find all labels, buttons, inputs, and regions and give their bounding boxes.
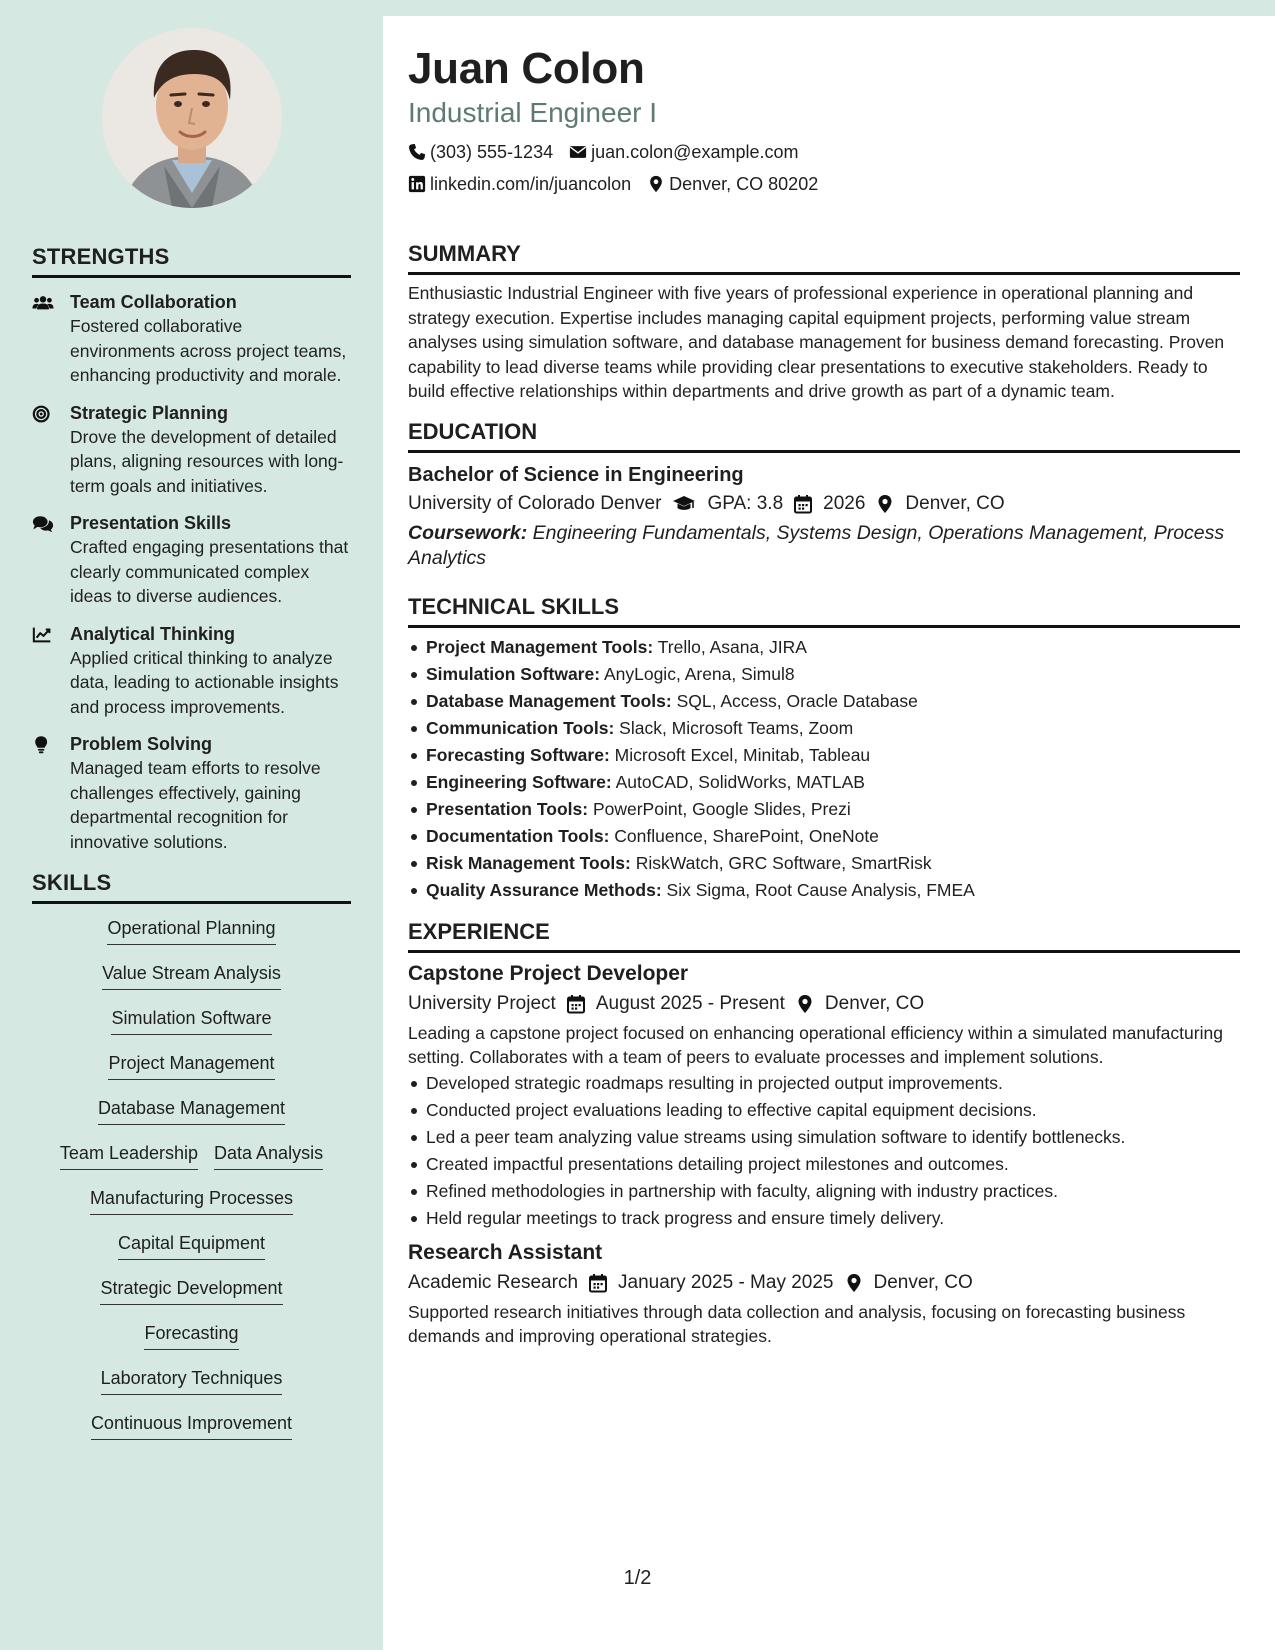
phone-number: (303) 555-1234 xyxy=(430,142,554,162)
contact-info xyxy=(408,136,1240,200)
location-text: Denver, CO 80202 xyxy=(669,174,819,194)
lightbulb-icon xyxy=(32,732,70,854)
chart-line-icon xyxy=(32,622,70,720)
summary-text: Enthusiastic Industrial Engineer with five years of professional experience in operational planning and strategy execution. Expertise includes managing capital equipment projects, performing value stream analyses using simulation software, and database management for business demand forecasting. Proven capability to lead diverse teams while providing clear presentations to executive stakeholders. Ready to build effective relationships within departments and drive growth as part of a dynamic team. xyxy=(408,283,1225,401)
linkedin-url[interactable]: linkedin.com/in/juancolon xyxy=(430,174,632,194)
skill-category: Forecasting Software: xyxy=(426,744,610,765)
skill-category: Risk Management Tools: xyxy=(426,852,631,873)
skill-values: Trello, Asana, JIRA xyxy=(657,636,807,657)
strength-desc: Crafted engaging presentations that clearly communicated complex ideas to diverse audiences. xyxy=(70,537,349,606)
main-content xyxy=(408,16,1240,1349)
phone-icon xyxy=(408,143,426,161)
job-bullet: Conducted project evaluations leading to effective capital equipment decisions. xyxy=(408,1097,1240,1124)
strength-desc: Managed team efforts to resolve challenges effectively, gaining departmental recognition for innovative solutions. xyxy=(70,758,321,852)
skill-values: SQL, Access, Oracle Database xyxy=(676,690,918,711)
role-title: Research Assistant xyxy=(408,1240,603,1264)
gpa-value: GPA: 3.8 xyxy=(707,492,784,514)
strength-title: Team Collaboration xyxy=(70,292,237,312)
organization: Academic Research xyxy=(408,1271,579,1293)
strength-desc: Fostered collaborative environments across project teams, enhancing productivity and morale. xyxy=(70,316,347,385)
skill-category: Communication Tools: xyxy=(426,717,615,738)
map-marker-icon xyxy=(844,1273,864,1293)
skill-tag: Data Analysis xyxy=(214,1141,323,1170)
education-heading: EDUCATION xyxy=(408,418,1240,453)
strength-title: Strategic Planning xyxy=(70,402,229,423)
skill-category: Presentation Tools: xyxy=(426,798,589,819)
skill-tag: Database Management xyxy=(98,1096,285,1125)
skill-values: Six Sigma, Root Cause Analysis, FMEA xyxy=(666,879,975,900)
email-contact[interactable] xyxy=(569,140,798,164)
experience-entry xyxy=(408,1238,1240,1349)
job-title: Industrial Engineer I xyxy=(408,97,658,128)
education-meta xyxy=(408,489,1240,519)
map-marker-icon xyxy=(875,494,895,514)
job-bullet: Led a peer team analyzing value streams using simulation software to identify bottlenecks. xyxy=(408,1124,1240,1151)
skill-values: RiskWatch, GRC Software, SmartRisk xyxy=(635,852,932,873)
date-range: January 2025 - May 2025 xyxy=(618,1271,834,1293)
education-location: Denver, CO xyxy=(905,492,1005,514)
skill-tag: Simulation Software xyxy=(111,1006,271,1035)
strength-title: Problem Solving xyxy=(70,734,213,754)
strengths-list xyxy=(32,290,351,854)
users-icon xyxy=(32,290,70,388)
graduation-year: 2026 xyxy=(823,492,866,514)
envelope-icon xyxy=(569,143,587,161)
location-contact xyxy=(647,172,818,196)
skill-tag: Laboratory Techniques xyxy=(101,1366,283,1395)
experience-entry xyxy=(408,959,1240,1232)
calendar-icon xyxy=(566,994,586,1014)
skill-tag: Forecasting xyxy=(144,1321,238,1350)
skill-values: Slack, Microsoft Teams, Zoom xyxy=(619,717,854,738)
technical-skill-item xyxy=(408,688,1240,715)
skill-tag: Continuous Improvement xyxy=(91,1411,292,1440)
coursework-list: Engineering Fundamentals, Systems Design, Operations Management, Process Analytics xyxy=(408,521,1225,569)
summary-heading: SUMMARY xyxy=(408,240,1240,275)
strengths-heading: STRENGTHS xyxy=(32,244,351,278)
strength-title: Presentation Skills xyxy=(70,513,232,533)
skill-category: Documentation Tools: xyxy=(426,825,610,846)
skill-category: Engineering Software: xyxy=(426,771,612,792)
job-bullet: Refined methodologies in partnership with faculty, aligning with industry practices. xyxy=(408,1178,1240,1205)
linkedin-icon xyxy=(408,175,426,193)
job-bullet: Created impactful presentations detailing project milestones and outcomes. xyxy=(408,1151,1240,1178)
avatar xyxy=(102,28,282,208)
strength-desc: Applied critical thinking to analyze data, leading to actionable insights and process improvements. xyxy=(70,647,339,717)
skill-values: Microsoft Excel, Minitab, Tableau xyxy=(614,744,871,765)
strength-item xyxy=(32,732,351,854)
page-number xyxy=(0,1567,1275,1590)
technical-skills-heading: TECHNICAL SKILLS xyxy=(408,593,1240,628)
technical-skill-item xyxy=(408,796,1240,823)
skill-tag: Value Stream Analysis xyxy=(102,961,281,990)
skill-category: Simulation Software: xyxy=(426,663,601,684)
skill-tag: Project Management xyxy=(108,1051,274,1080)
profile-photo xyxy=(102,28,282,208)
graduation-cap-icon xyxy=(671,494,697,514)
job-bullet: Held regular meetings to track progress and ensure timely delivery. xyxy=(408,1205,1240,1232)
skill-tag: Capital Equipment xyxy=(118,1231,265,1260)
skill-tag: Team Leadership xyxy=(60,1141,198,1170)
skill-tag: Strategic Development xyxy=(100,1276,282,1305)
strength-item xyxy=(32,401,351,499)
skill-values: PowerPoint, Google Slides, Prezi xyxy=(592,798,851,819)
job-location: Denver, CO xyxy=(873,1271,973,1293)
job-description: Supported research initiatives through data collection and analysis, focusing on forecasting business demands and improving operational strategies. xyxy=(408,1301,1186,1346)
organization: University Project xyxy=(408,992,556,1014)
strength-item xyxy=(32,511,351,609)
technical-skills-list xyxy=(408,634,1240,904)
technical-skill-item xyxy=(408,661,1240,688)
skill-values: AutoCAD, SolidWorks, MATLAB xyxy=(615,771,865,792)
email-address[interactable]: juan.colon@example.com xyxy=(591,142,799,162)
phone-contact xyxy=(408,140,553,164)
calendar-icon xyxy=(793,494,813,514)
job-location: Denver, CO xyxy=(824,992,925,1014)
skill-category: Project Management Tools: xyxy=(426,636,654,657)
job-bullets xyxy=(408,1070,1240,1232)
map-marker-icon xyxy=(795,994,815,1014)
degree-title: Bachelor of Science in Engineering xyxy=(408,463,744,486)
map-marker-icon xyxy=(647,175,665,193)
technical-skill-item xyxy=(408,634,1240,661)
skill-category: Database Management Tools: xyxy=(426,690,672,711)
sidebar xyxy=(0,0,383,1650)
coursework-label: Coursework: xyxy=(408,521,528,544)
comments-icon xyxy=(32,511,70,609)
strength-item xyxy=(32,622,351,720)
linkedin-contact[interactable] xyxy=(408,172,631,196)
job-meta xyxy=(408,989,1240,1019)
job-description: Leading a capstone project focused on enhancing operational efficiency within a simulated manufacturing setting. Collaborates with a team of peers to evaluate processes and implement solutions. xyxy=(408,1022,1223,1067)
skills-list xyxy=(32,916,351,1456)
strength-title: Analytical Thinking xyxy=(70,623,236,644)
job-bullet: Developed strategic roadmaps resulting in projected output improvements. xyxy=(408,1070,1240,1097)
candidate-name: Juan Colon xyxy=(408,44,645,93)
target-icon xyxy=(32,401,70,499)
technical-skill-item xyxy=(408,715,1240,742)
coursework xyxy=(408,521,1240,571)
calendar-icon xyxy=(588,1273,608,1293)
skill-tag: Manufacturing Processes xyxy=(90,1186,293,1215)
technical-skill-item xyxy=(408,823,1240,850)
job-meta xyxy=(408,1268,1240,1298)
role-title: Capstone Project Developer xyxy=(408,961,689,985)
technical-skill-item xyxy=(408,742,1240,769)
strength-desc: Drove the development of detailed plans, aligning resources with long-term goals and initiatives. xyxy=(70,426,344,496)
strength-item xyxy=(32,290,351,388)
skill-category: Quality Assurance Methods: xyxy=(426,879,662,900)
technical-skill-item xyxy=(408,877,1240,904)
skill-values: Confluence, SharePoint, OneNote xyxy=(614,825,879,846)
school-name: University of Colorado Denver xyxy=(408,492,662,514)
experience-heading: EXPERIENCE xyxy=(408,918,1240,953)
date-range: August 2025 - Present xyxy=(595,992,785,1014)
skill-tag: Operational Planning xyxy=(107,916,275,945)
skills-heading: SKILLS xyxy=(32,870,351,904)
technical-skill-item xyxy=(408,850,1240,877)
skill-values: AnyLogic, Arena, Simul8 xyxy=(603,663,795,684)
page-number-text: 1/2 xyxy=(623,1567,652,1589)
technical-skill-item xyxy=(408,769,1240,796)
